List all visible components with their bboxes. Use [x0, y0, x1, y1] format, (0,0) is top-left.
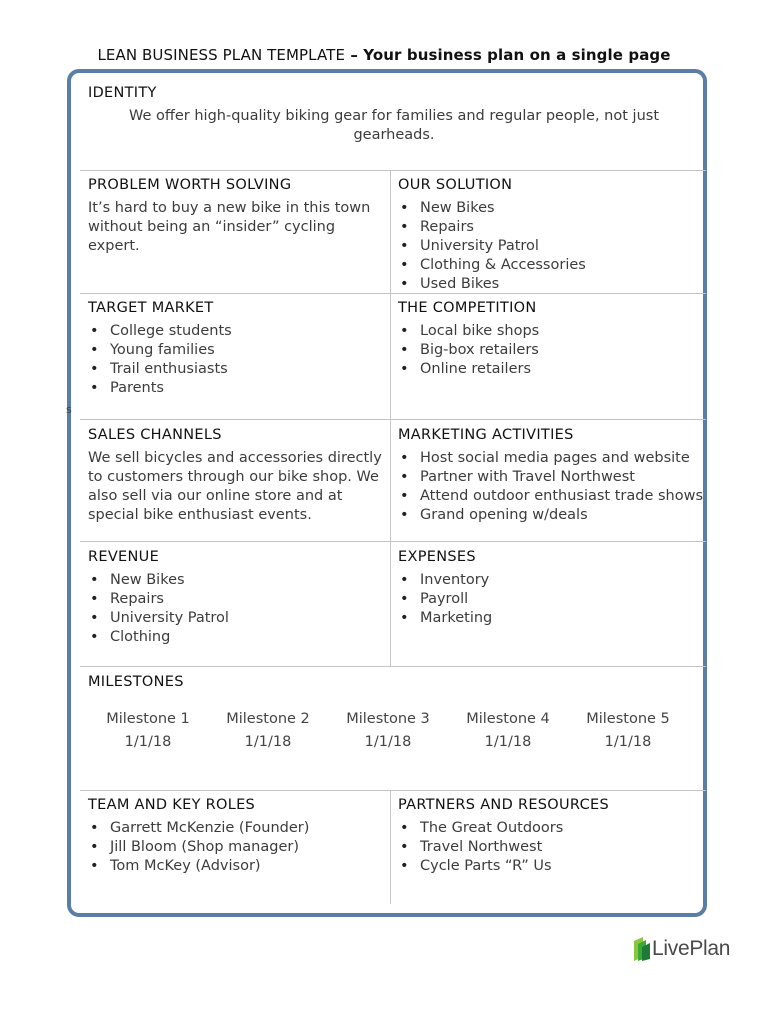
list-item: • Payroll	[398, 590, 706, 609]
list-item: • Trail enthusiasts	[88, 360, 386, 379]
solution-section	[398, 176, 706, 294]
partners-list	[398, 819, 706, 876]
list-item: • Partner with Travel Northwest	[398, 468, 706, 487]
marketing-list	[398, 449, 706, 525]
revenue-list	[88, 571, 386, 647]
milestone-label: Milestone 5	[586, 711, 670, 727]
title-subtitle: – Your business plan on a single page	[345, 46, 671, 64]
competition-list	[398, 322, 706, 379]
list-item: • Parents	[88, 379, 386, 398]
milestone	[208, 708, 328, 754]
title-prefix: LEAN BUSINESS PLAN TEMPLATE	[97, 46, 346, 64]
list-item: • University Patrol	[88, 609, 386, 628]
team-list	[88, 819, 386, 876]
partners-heading: PARTNERS AND RESOURCES	[398, 797, 609, 813]
identity-heading: IDENTITY	[88, 85, 157, 101]
list-item: • Host social media pages and website	[398, 449, 706, 468]
divider	[80, 790, 706, 791]
identity-text: We offer high-quality biking gear for families and regular people, not just gearheads.	[128, 108, 659, 143]
team-heading: TEAM AND KEY ROLES	[88, 797, 256, 813]
list-item: • Marketing	[398, 609, 706, 628]
milestones-section	[88, 673, 700, 696]
target-market-list	[88, 322, 386, 398]
solution-list	[398, 199, 706, 294]
revenue-heading: REVENUE	[88, 549, 160, 565]
list-item: • Local bike shops	[398, 322, 706, 341]
target-market-section	[88, 299, 386, 398]
milestone-label: Milestone 4	[466, 711, 550, 727]
list-item: • Clothing	[88, 628, 386, 647]
divider	[80, 541, 706, 542]
liveplan-logo-text: LivePlan	[652, 937, 731, 960]
divider	[80, 419, 706, 420]
list-item: • Attend outdoor enthusiast trade shows	[398, 487, 706, 506]
list-item: • Big-box retailers	[398, 341, 706, 360]
list-item: • Jill Bloom (Shop manager)	[88, 838, 386, 857]
list-item: • University Patrol	[398, 237, 706, 256]
list-item: • Tom McKey (Advisor)	[88, 857, 386, 876]
list-item: • New Bikes	[88, 571, 386, 590]
milestone-date: 1/1/18	[244, 734, 292, 750]
stray-character: s	[66, 403, 72, 416]
target-market-heading: TARGET MARKET	[88, 300, 214, 316]
competition-section	[398, 299, 706, 379]
identity-section	[88, 84, 700, 145]
milestones-row	[88, 708, 688, 754]
list-item: • The Great Outdoors	[398, 819, 706, 838]
marketing-heading: MARKETING ACTIVITIES	[398, 427, 574, 443]
expenses-heading: EXPENSES	[398, 549, 476, 565]
column-divider	[390, 170, 391, 666]
sales-channels-text: We sell bicycles and accessories directly to customers through our bike shop. We also sell via our online store and at special bike enthusiast events.	[88, 450, 382, 523]
list-item: • Young families	[88, 341, 386, 360]
milestone-date: 1/1/18	[124, 734, 172, 750]
list-item: • Grand opening w/deals	[398, 506, 706, 525]
list-item: • New Bikes	[398, 199, 706, 218]
list-item: • Repairs	[398, 218, 706, 237]
list-item: • Inventory	[398, 571, 706, 590]
list-item: • Repairs	[88, 590, 386, 609]
milestone-date: 1/1/18	[484, 734, 532, 750]
partners-section	[398, 796, 706, 876]
problem-text: It’s hard to buy a new bike in this town without being an “insider” cycling expert.	[88, 200, 371, 254]
list-item: • Used Bikes	[398, 275, 706, 294]
milestone	[448, 708, 568, 754]
problem-heading: PROBLEM WORTH SOLVING	[88, 177, 292, 193]
competition-heading: THE COMPETITION	[398, 300, 537, 316]
expenses-section	[398, 548, 706, 628]
divider	[80, 170, 706, 171]
milestone	[88, 708, 208, 754]
milestone-date: 1/1/18	[364, 734, 412, 750]
sales-channels-heading: SALES CHANNELS	[88, 427, 222, 443]
list-item: • Garrett McKenzie (Founder)	[88, 819, 386, 838]
milestone-label: Milestone 2	[226, 711, 310, 727]
milestone	[568, 708, 688, 754]
liveplan-logo-icon	[634, 937, 650, 961]
milestone-label: Milestone 3	[346, 711, 430, 727]
solution-heading: OUR SOLUTION	[398, 177, 513, 193]
list-item: • Travel Northwest	[398, 838, 706, 857]
page-title	[0, 46, 768, 64]
marketing-section	[398, 426, 706, 525]
list-item: • Clothing & Accessories	[398, 256, 706, 275]
divider	[80, 666, 706, 667]
team-section	[88, 796, 386, 876]
milestone-date: 1/1/18	[604, 734, 652, 750]
expenses-list	[398, 571, 706, 628]
list-item: • College students	[88, 322, 386, 341]
list-item: • Online retailers	[398, 360, 706, 379]
sales-channels-section	[88, 426, 386, 525]
column-divider	[390, 790, 391, 904]
milestone	[328, 708, 448, 754]
milestone-label: Milestone 1	[106, 711, 190, 727]
liveplan-logo	[634, 934, 730, 964]
problem-section	[88, 176, 386, 256]
list-item: • Cycle Parts “R” Us	[398, 857, 706, 876]
revenue-section	[88, 548, 386, 647]
milestones-heading: MILESTONES	[88, 674, 184, 690]
